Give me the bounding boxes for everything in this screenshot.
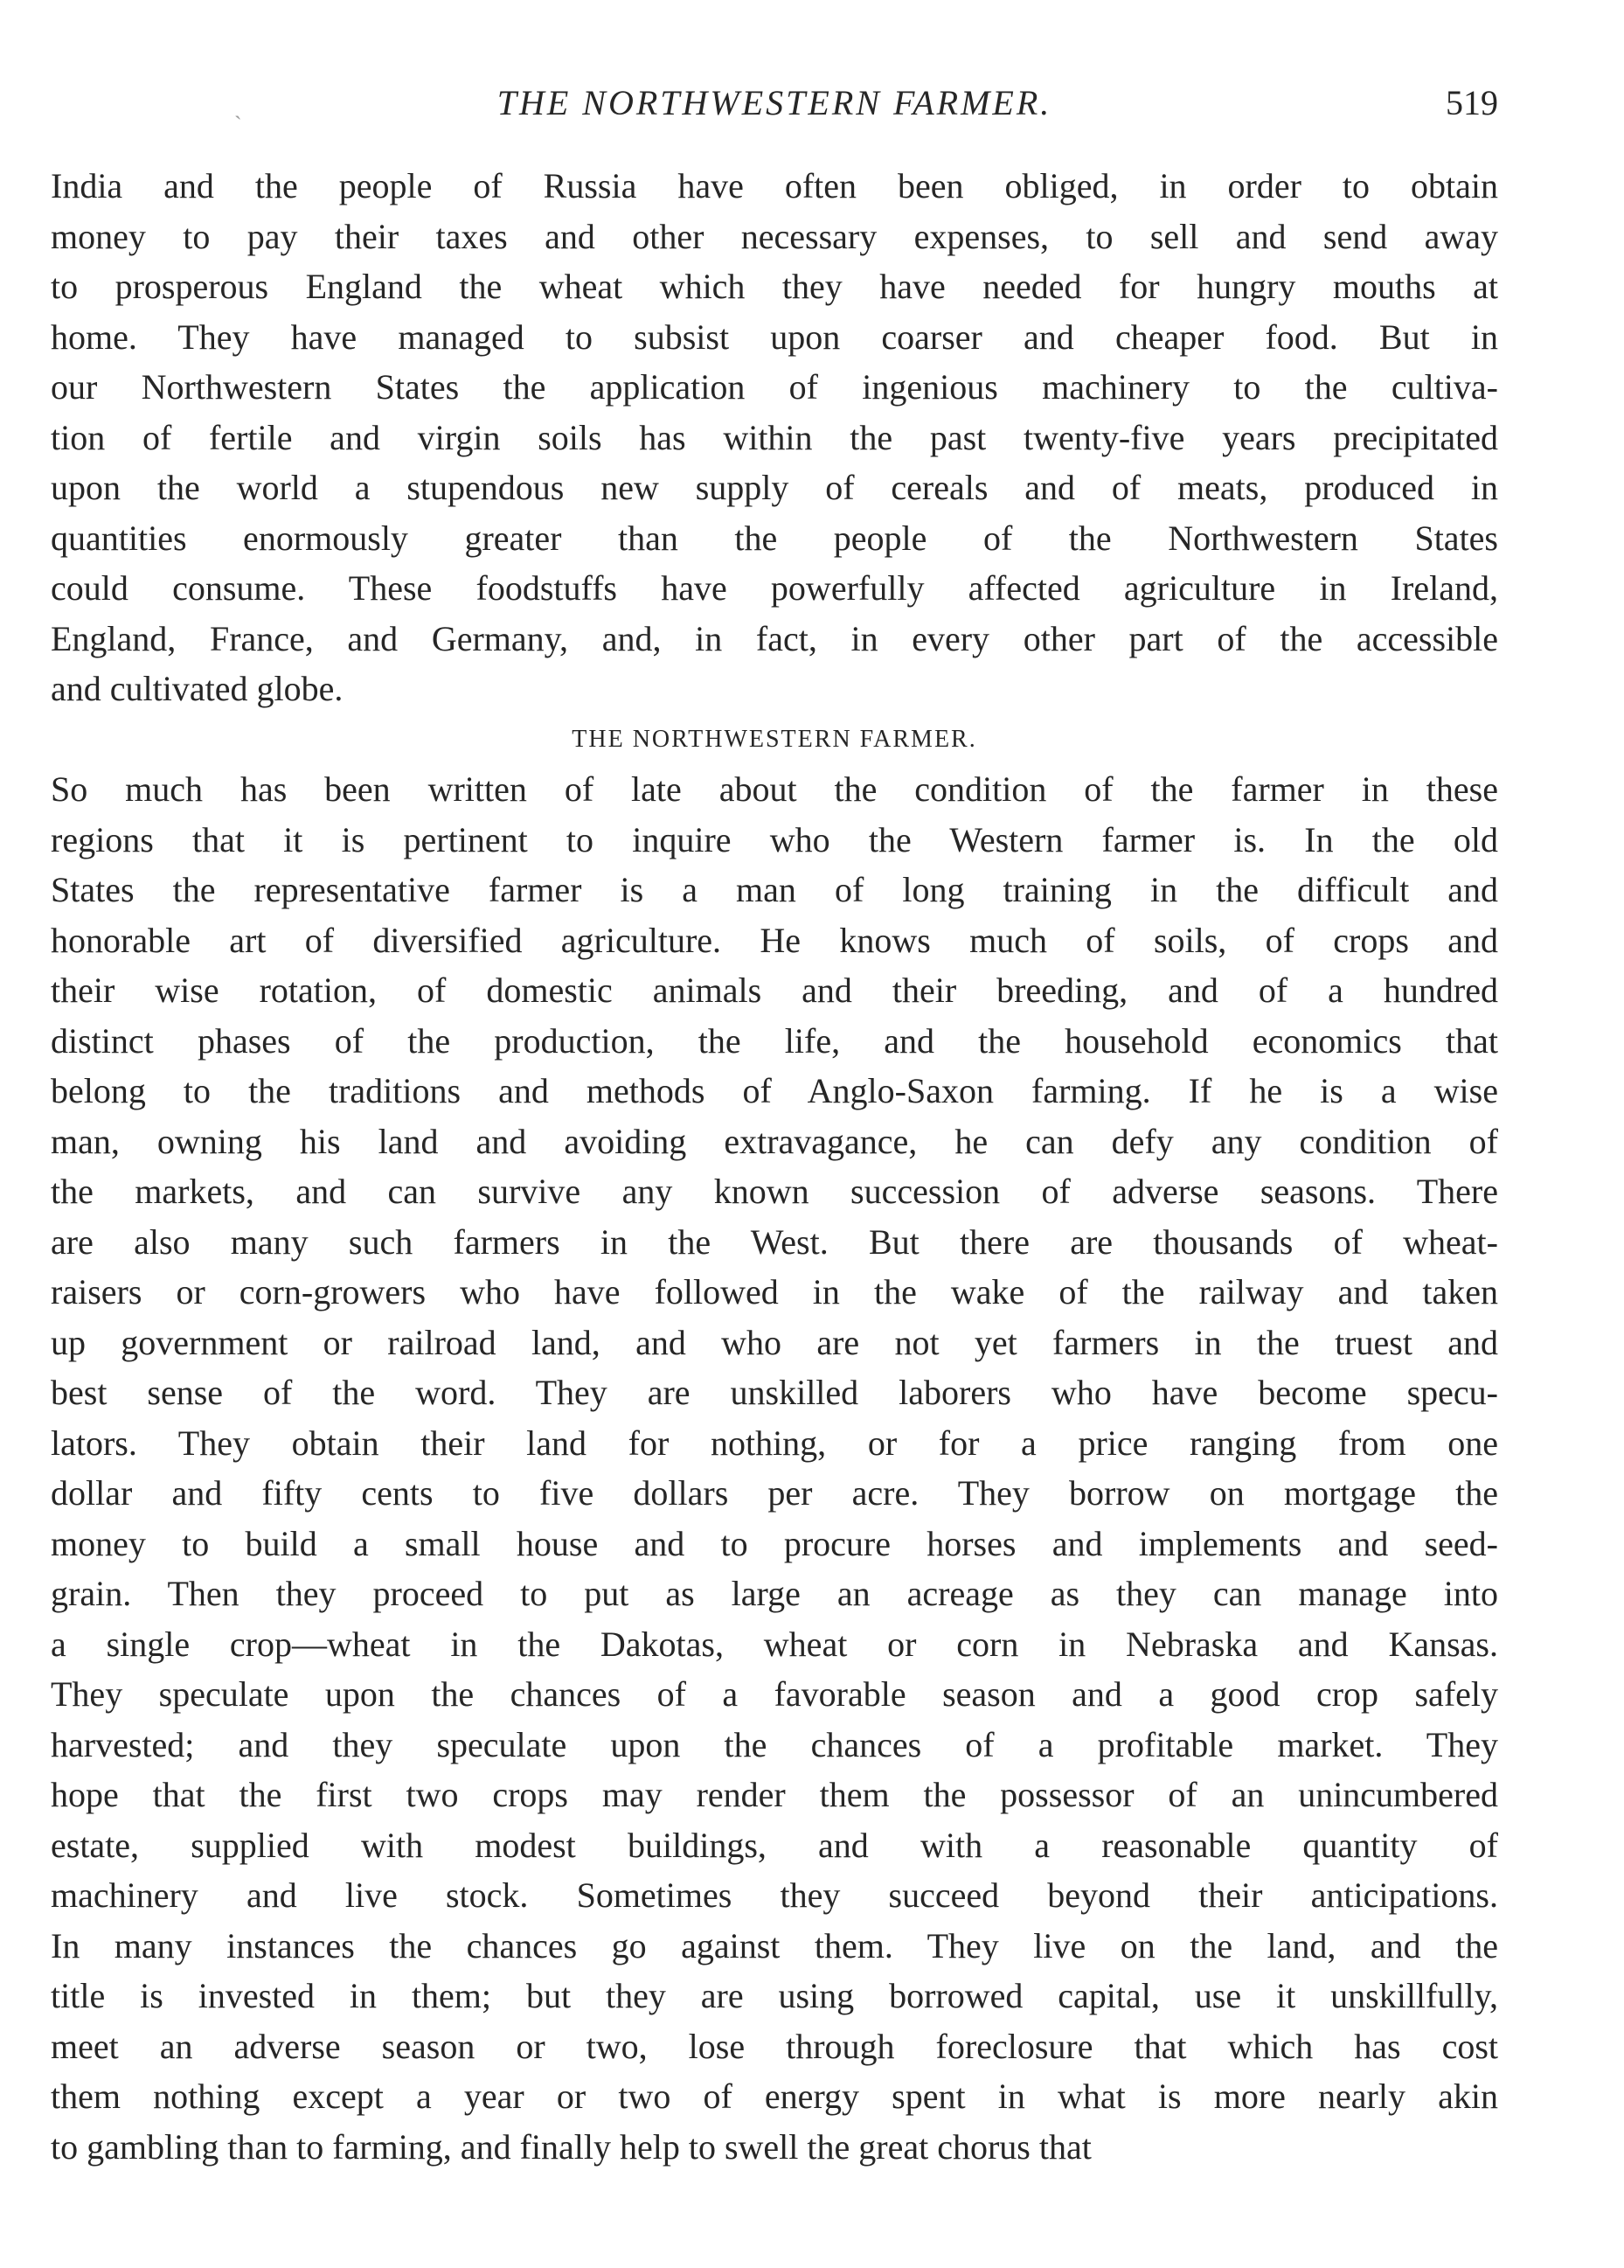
text-line: In many instances the chances go against them. They live on the land, and the bbox=[51, 1925, 1498, 1965]
text-line: belong to the traditions and methods of Anglo-Saxon farming. If he is a wise bbox=[51, 1071, 1498, 1110]
text-line: machinery and live stock. Sometimes they succeed beyond their anticipations. bbox=[51, 1875, 1498, 1915]
body-text bbox=[51, 161, 1498, 2172]
text-line: regions that it is pertinent to inquire who the Western farmer is. In the old bbox=[51, 819, 1498, 859]
text-line: upon the world a stupendous new supply of cereals and of meats, produced in bbox=[51, 468, 1498, 507]
text-line: dollar and fifty cents to five dollars per acre. They borrow on mortgage the bbox=[51, 1473, 1498, 1513]
text-line: up government or railroad land, and who are not yet farmers in the truest and bbox=[51, 1322, 1498, 1362]
text-line: a single crop—wheat in the Dakotas, wheat or corn in Nebraska and Kansas. bbox=[51, 1624, 1498, 1664]
text-line: They speculate upon the chances of a favorable season and a good crop safely bbox=[51, 1674, 1498, 1714]
text-line: England, France, and Germany, and, in fact, in every other part of the accessible bbox=[51, 618, 1498, 658]
text-line: title is invested in them; but they are using borrowed capital, use it unskillfully, bbox=[51, 1976, 1498, 2015]
text-line: to prosperous England the wheat which they have needed for hungry mouths at bbox=[51, 267, 1498, 306]
text-line: quantities enormously greater than the people of the Northwestern States bbox=[51, 518, 1498, 558]
text-line: are also many such farmers in the West. But there are thousands of wheat- bbox=[51, 1221, 1498, 1262]
page-number: 519 bbox=[1446, 83, 1498, 122]
paragraph-1 bbox=[51, 161, 1498, 714]
section-heading: THE NORTHWESTERN FARMER. bbox=[572, 725, 977, 753]
running-title: THE NORTHWESTERN FARMER. bbox=[496, 83, 1052, 122]
text-line: honorable art of diversified agriculture. He knows much of soils, of crops and bbox=[51, 920, 1498, 960]
text-line: raisers or corn-growers who have followed in the wake of the railway and taken bbox=[51, 1272, 1498, 1311]
running-head bbox=[51, 77, 1498, 129]
text-line: So much has been written of late about the condition of the farmer in these bbox=[51, 769, 1498, 809]
text-line: meet an adverse season or two, lose through foreclosure that which has cost bbox=[51, 2026, 1498, 2066]
text-line: best sense of the word. They are unskilled laborers who have become specu- bbox=[51, 1373, 1498, 1412]
text-line: their wise rotation, of domestic animals and their breeding, and of a hundred bbox=[51, 971, 1498, 1010]
text-line: money to pay their taxes and other necessary expenses, to sell and send away bbox=[51, 216, 1498, 256]
text-line: money to build a small house and to procure horses and implements and seed- bbox=[51, 1523, 1498, 1563]
text-line: man, owning his land and avoiding extravagance, he can defy any condition of bbox=[51, 1121, 1498, 1161]
text-line: grain. Then they proceed to put as large an acreage as they can manage into bbox=[51, 1574, 1498, 1613]
text-line: home. They have managed to subsist upon coarser and cheaper food. But in bbox=[51, 317, 1498, 357]
text-line: harvested; and they speculate upon the chances of a profitable market. They bbox=[51, 1724, 1498, 1764]
text-line: estate, supplied with modest buildings, and with a reasonable quantity of bbox=[51, 1825, 1498, 1865]
text-line: them nothing except a year or two of energy spent in what is more nearly akin bbox=[51, 2077, 1498, 2116]
text-line: the markets, and can survive any known succession of adverse seasons. There bbox=[51, 1172, 1498, 1211]
printer-mark: ˎ bbox=[234, 94, 242, 120]
text-line: and cultivated globe. bbox=[51, 669, 344, 708]
text-line: distinct phases of the production, the life, and the household economics that bbox=[51, 1020, 1498, 1061]
text-line: to gambling than to farming, and finally help to swell the great chorus that bbox=[51, 2126, 1092, 2167]
paragraph-2 bbox=[51, 764, 1498, 2172]
text-line: States the representative farmer is a man of long training in the difficult and bbox=[51, 870, 1498, 909]
text-line: hope that the first two crops may render them the possessor of an unincumbered bbox=[51, 1775, 1498, 1814]
text-line: India and the people of Russia have often been obliged, in order to obtain bbox=[51, 166, 1498, 205]
text-line: our Northwestern States the application of ingenious machinery to the cultiva- bbox=[51, 367, 1498, 407]
text-line: tion of fertile and virgin soils has within the past twenty-five years precipitated bbox=[51, 417, 1498, 457]
text-line: could consume. These foodstuffs have powerfully affected agriculture in Ireland, bbox=[51, 568, 1498, 608]
text-line: lators. They obtain their land for nothing, or for a price ranging from one bbox=[51, 1423, 1498, 1463]
